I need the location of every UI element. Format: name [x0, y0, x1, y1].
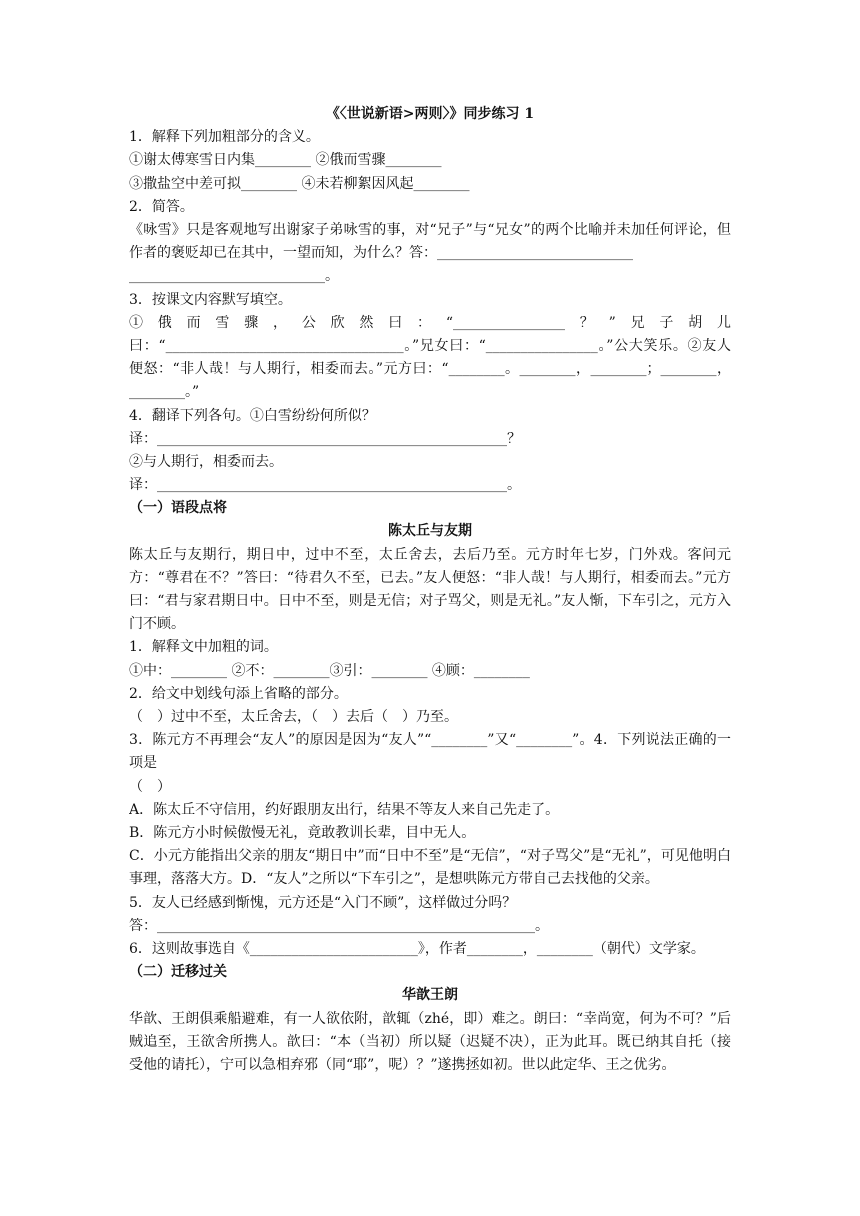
question-2: 2．简答。 [129, 198, 194, 215]
question-4: 4．翻译下列各句。①白雪纷纷何所似？ [129, 407, 376, 424]
s1-question-5-answer: 答：______________________________________________________。 [129, 917, 549, 934]
section-heading-1: （一）语段点将 [129, 500, 227, 517]
s1-question-1-items: ①中：________ ②不：________③引：________ ④顾：________ [129, 662, 530, 679]
question-3-text: ①俄而雪骤，公欣然曰：“________________？”兄子胡儿曰：“__________________________________。”兄女曰：“________________。”公大笑乐。②友人便怒：“非人哉！与人期行，相委而去。”元方曰：“________。________，________；________，________。” [129, 314, 731, 401]
s1-question-3-4: 3．陈元方不再理会“友人”的原因是因为“友人”“________”又“________”。4．下列说法正确的一项是 [129, 732, 731, 772]
section-heading-2: （二）迁移过关 [129, 964, 227, 981]
option-a: A．陈太丘不守信用，约好跟朋友出行，结果不等友人来自己先走了。 [129, 801, 560, 818]
s1-question-2-blanks: （ ）过中不至，太丘舍去，（ ）去后（ ）乃至。 [129, 709, 458, 726]
question-3: 3．按课文内容默写填空。 [129, 291, 292, 308]
question-4-item-2: ②与人期行，相委而去。 [129, 453, 283, 470]
s1-question-1: 1．解释文中加粗的词。 [129, 639, 278, 656]
question-1-items-a: ①谢太傅寒雪日内集________ ②俄而雪骤________ [129, 152, 442, 169]
s1-question-4-paren: （ ） [129, 778, 171, 795]
question-1-items-b: ③撒盐空中差可拟________ ④未若柳絮因风起________ [129, 175, 470, 192]
question-1: 1．解释下列加粗部分的含义。 [129, 129, 320, 146]
passage-title-2: 华歆王朗 [402, 987, 458, 1004]
question-2-answer-tail: ____________________________。 [129, 268, 339, 285]
option-c-d: C．小元方能指出父亲的朋友“期日中”而“日中不至”是“无信”，“对子骂父”是“无礼”，可见他明白事理，落落大方。D．“友人”之所以“下车引之”，是想哄陈元方带自己去找他的父亲。 [129, 848, 731, 888]
s1-question-6: 6．这则故事选自《________________________》，作者________，________（朝代）文学家。 [129, 940, 705, 957]
question-2-text: 《咏雪》只是客观地写出谢家子弟咏雪的事，对“兄子”与“兄女”的两个比喻并未加任何评论，但作者的褒贬却已在其中，一望而知，为什么？答：____________________________ [129, 221, 731, 262]
question-4-answer-2: 译：__________________________________________________。 [129, 477, 521, 494]
s1-question-2: 2．给文中划线句添上省略的部分。 [129, 685, 348, 702]
s1-question-5: 5．友人已经感到惭愧，元方还是“入门不顾”，这样做过分吗？ [129, 894, 517, 911]
worksheet-page [129, 103, 731, 1077]
question-4-answer-1: 译：__________________________________________________？ [129, 430, 521, 447]
passage-2: 华歆、王朗俱乘船避难，有一人欲依附，歆辄（zhé，即）难之。朗曰：“幸尚宽，何为不可？”后贼追至，王欲舍所携人。歆曰：“本（当初）所以疑（迟疑不决），正为此耳。既已纳其自托（接受他的请托），宁可以急相弃邪（同“耶”，呢）？”遂携拯如初。世以此定华、王之优劣。 [129, 1010, 731, 1073]
passage-title-1: 陈太丘与友期 [388, 523, 472, 540]
page-title: 《〈世说新语>两则〉》同步练习 1 [325, 106, 535, 122]
option-b: B．陈元方小时候傲慢无礼，竟敢教训长辈，目中无人。 [129, 825, 476, 841]
passage-1: 陈太丘与友期行，期日中，过中不至，太丘舍去，去后乃至。元方时年七岁，门外戏。客问元方：“尊君在不？”答曰：“待君久不至，已去。”友人便怒：“非人哉！与人期行，相委而去。”元方曰：“君与家君期日中。日中不至，则是无信；对子骂父，则是无礼。”友人惭，下车引之，元方入门不顾。 [129, 546, 731, 633]
